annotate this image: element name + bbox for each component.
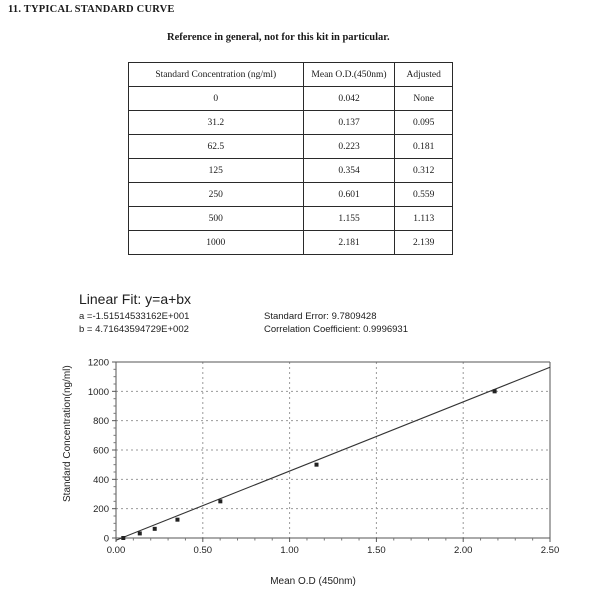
cell-mean-od: 0.601 [303,183,395,207]
cell-concentration: 500 [129,207,304,231]
y-tick-label: 1200 [87,357,109,369]
x-tick-label: 2.50 [540,545,560,556]
cell-mean-od: 0.137 [303,111,395,135]
y-tick-label: 200 [93,504,109,516]
cell-concentration: 31.2 [129,111,304,135]
fit-line [116,367,550,540]
table-row [129,183,453,207]
data-point [138,531,142,535]
x-tick-labels [107,545,560,556]
chart-canvas [58,352,578,592]
cell-adjusted: 0.312 [395,159,453,183]
standard-curve-chart [58,352,578,592]
cell-mean-od: 0.042 [303,87,395,111]
cell-concentration: 62.5 [129,135,304,159]
regression-line [116,367,550,540]
fit-coefficient-b: b = 4.71643594729E+002 [79,324,189,335]
y-tick-label: 1000 [87,386,109,398]
x-axis-title: Mean O.D (450nm) [270,576,356,587]
standard-error: Standard Error: 9.7809428 [264,311,377,322]
cell-mean-od: 0.223 [303,135,395,159]
table-row [129,135,453,159]
cell-adjusted: 0.559 [395,183,453,207]
cell-adjusted: 0.095 [395,111,453,135]
y-axis-title: Standard Concentration(ng/ml) [62,365,73,502]
data-points [121,389,496,540]
y-tick-label: 800 [93,416,109,428]
y-tick-label: 600 [93,445,109,457]
y-tick-labels [88,358,109,545]
table-row [129,111,453,135]
fit-statistics [264,310,408,336]
correlation-coefficient: Correlation Coefficient: 0.9996931 [264,324,409,335]
reference-note: Reference in general, not for this kit in particular. [167,32,390,43]
x-tick-label: 2.00 [453,545,473,556]
page-title: 11. TYPICAL STANDARD CURVE [8,4,175,15]
table-row [129,231,453,255]
x-tick-label: 0.00 [106,545,126,556]
tick-marks [112,362,550,542]
cell-adjusted: 0.181 [395,135,453,159]
fit-coefficient-a: a =-1.51514533162E+001 [79,311,190,322]
x-tick-label: 1.50 [367,545,386,556]
data-point [218,499,222,503]
table-row [129,159,453,183]
cell-mean-od: 0.354 [303,159,395,183]
cell-concentration: 250 [129,183,304,207]
cell-mean-od: 1.155 [303,207,395,231]
table-row [129,207,453,231]
linear-fit-block [79,291,499,338]
data-point [121,536,125,540]
table-header-row [129,63,453,87]
table-row [129,87,453,111]
fit-coefficients [79,310,189,336]
cell-concentration: 0 [129,87,304,111]
data-point [175,518,179,522]
y-tick-label: 0 [103,533,109,545]
cell-concentration: 125 [129,159,304,183]
cell-adjusted: 2.139 [395,231,453,255]
x-tick-label: 1.00 [280,545,299,556]
cell-adjusted: 1.113 [395,207,453,231]
column-header-concentration: Standard Concentration (ng/ml) [129,63,304,87]
standard-curve-table [128,62,453,255]
cell-mean-od: 2.181 [303,231,395,255]
column-header-adjusted: Adjusted [395,63,453,87]
column-header-mean-od: Mean O.D.(450nm) [303,63,395,87]
x-tick-label: 0.50 [193,545,213,556]
grid-lines [116,362,550,538]
y-tick-label: 400 [93,474,109,486]
data-point [315,463,319,467]
data-point [153,527,157,531]
linear-fit-title: Linear Fit: y=a+bx [79,291,192,307]
data-point [493,389,497,393]
cell-concentration: 1000 [129,231,304,255]
cell-adjusted: None [395,87,453,111]
